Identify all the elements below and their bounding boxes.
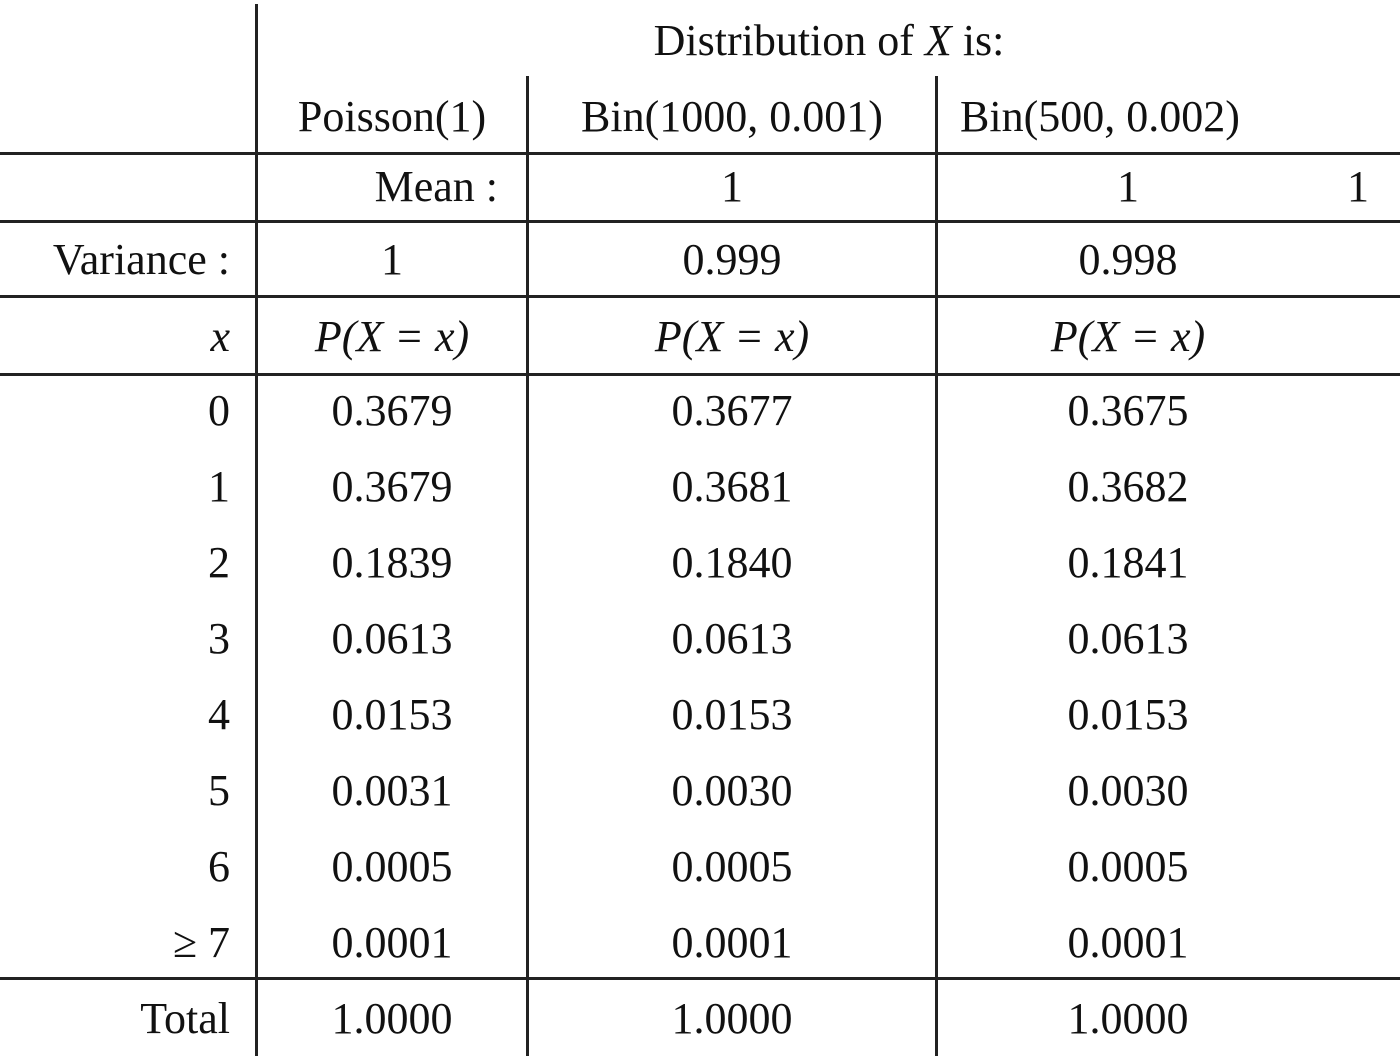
variance-label: Variance : [52,235,230,284]
hline-1 [0,152,1400,155]
hline-3 [0,295,1400,298]
variance-value-bin1000: 0.999 [682,235,782,284]
mean-label: Mean : [374,162,498,211]
variance-value-poisson: 1 [381,235,403,284]
x-label: x [210,312,230,361]
row-value-bin500: 0.0030 [1067,766,1189,815]
row-value-bin1000: 0.0153 [671,690,793,739]
row-value-bin500: 0.1841 [1067,538,1189,587]
row-value-bin500: 0.0005 [1067,842,1189,891]
row-value-poisson: 0.0153 [331,690,453,739]
row-value-poisson: 0.3679 [331,386,453,435]
mean-value-3: 1 [1347,162,1369,211]
total-value-bin1000: 1.0000 [671,994,793,1043]
row-x: 4 [208,690,230,739]
prob-header-bin1000: P(X = x) [654,312,810,361]
total-value-poisson: 1.0000 [331,994,453,1043]
col-header-poisson: Poisson(1) [297,92,487,141]
row-value-bin1000: 0.3681 [671,462,793,511]
hline-4 [0,373,1400,376]
mean-value-2: 1 [1117,162,1139,211]
row-value-poisson: 0.1839 [331,538,453,587]
row-value-bin1000: 0.0005 [671,842,793,891]
row-x: 1 [208,462,230,511]
row-value-bin500: 0.3675 [1067,386,1189,435]
row-value-poisson: 0.0031 [331,766,453,815]
variance-value-bin500: 0.998 [1078,235,1178,284]
row-x: 3 [208,614,230,663]
row-value-bin500: 0.0001 [1067,918,1189,967]
col-header-bin500: Bin(500, 0.002) [960,92,1240,141]
mean-value-1: 1 [721,162,743,211]
row-value-bin1000: 0.1840 [671,538,793,587]
row-x: 5 [208,766,230,815]
row-x: 6 [208,842,230,891]
row-value-bin1000: 0.0030 [671,766,793,815]
row-x: ≥ 7 [172,918,230,967]
hline-5 [0,977,1400,980]
total-label: Total [140,994,230,1043]
row-value-poisson: 0.3679 [331,462,453,511]
hline-2 [0,220,1400,223]
row-x: 0 [208,386,230,435]
prob-header-bin500: P(X = x) [1050,312,1206,361]
row-value-bin1000: 0.3677 [671,386,793,435]
row-value-bin500: 0.0613 [1067,614,1189,663]
row-value-bin500: 0.0153 [1067,690,1189,739]
row-value-bin1000: 0.0001 [671,918,793,967]
row-value-poisson: 0.0613 [331,614,453,663]
row-value-poisson: 0.0001 [331,918,453,967]
col-header-bin1000: Bin(1000, 0.001) [581,92,883,141]
row-value-bin1000: 0.0613 [671,614,793,663]
distribution-heading: Distribution of X is: [653,16,1005,65]
row-value-poisson: 0.0005 [331,842,453,891]
row-value-bin500: 0.3682 [1067,462,1189,511]
total-value-bin500: 1.0000 [1067,994,1189,1043]
prob-header-poisson: P(X = x) [314,312,470,361]
row-x: 2 [208,538,230,587]
